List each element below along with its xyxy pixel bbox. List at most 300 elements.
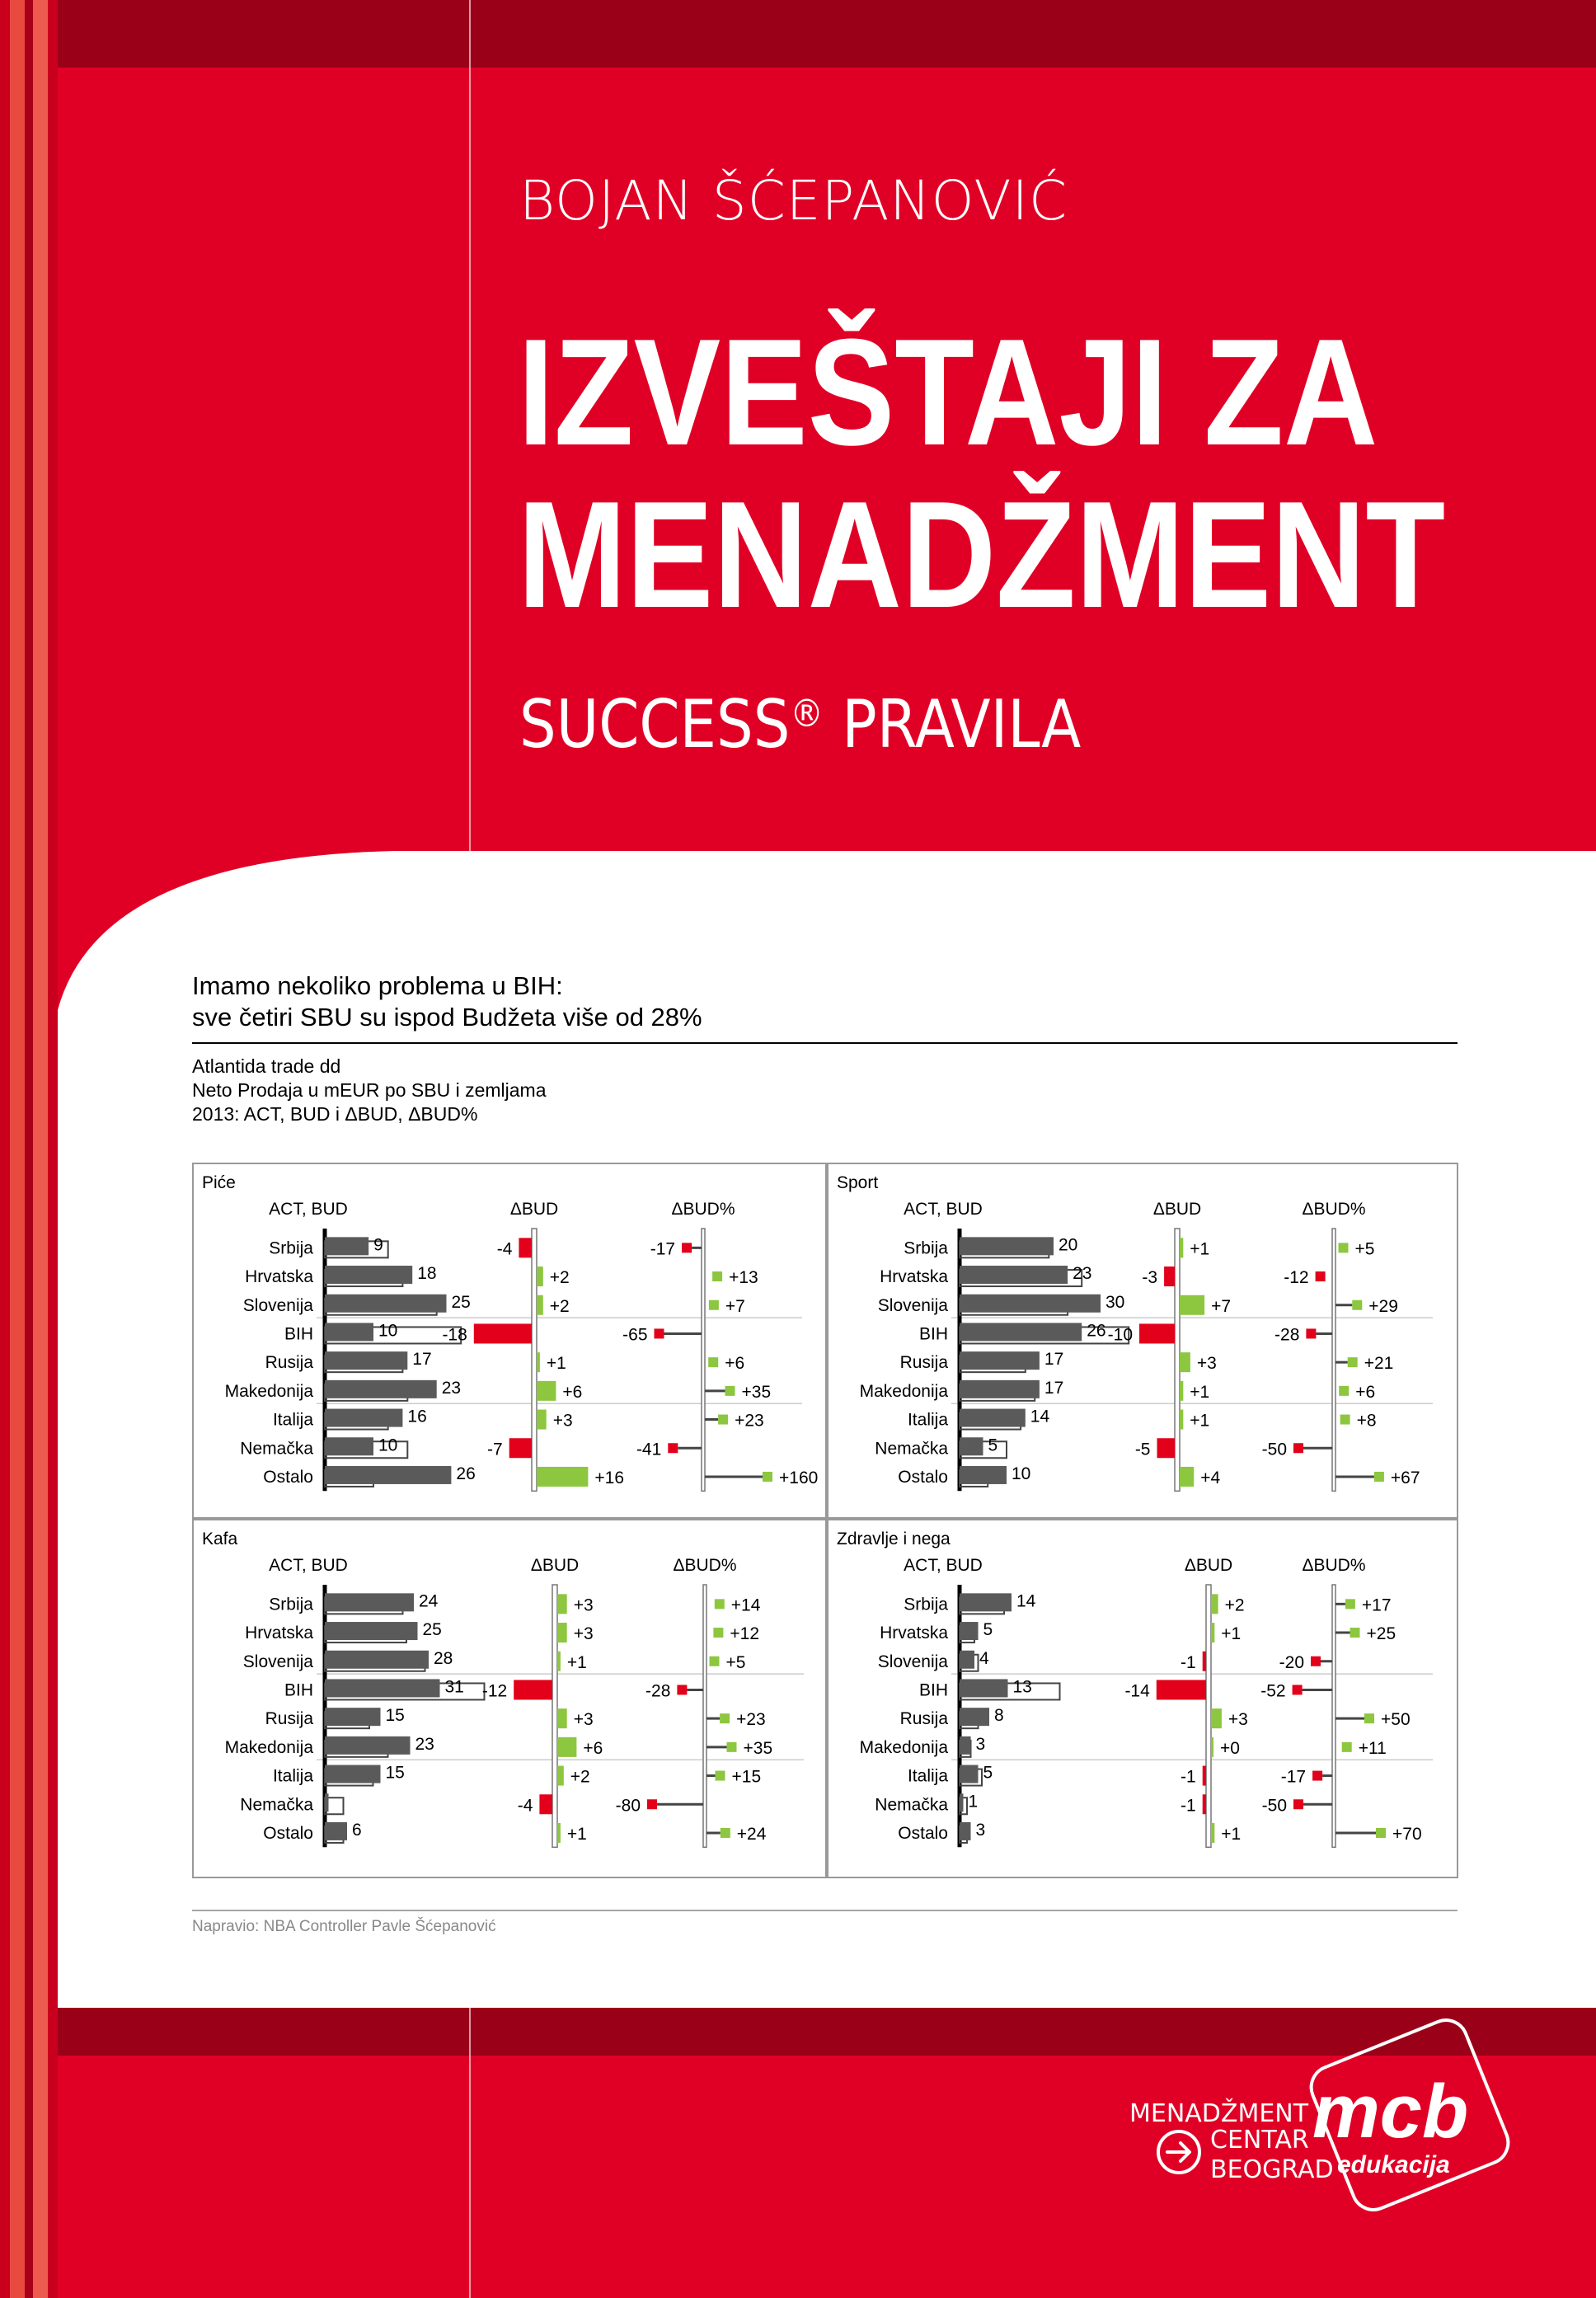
act-bar-slovenija (325, 1651, 429, 1669)
delta-bud-pct-head-bih (677, 1685, 687, 1694)
act-bar-hrvatska (325, 1266, 412, 1284)
delta-bud-pct-value-ostalo: +24 (736, 1824, 767, 1844)
delta-bud-value-italija: +1 (1190, 1411, 1210, 1431)
registered-mark: ® (790, 691, 824, 735)
act-value-makedonija: 23 (415, 1734, 434, 1754)
delta-bud-bar-hrvatska (1164, 1266, 1175, 1286)
delta-bud-bar-bih (514, 1680, 552, 1699)
delta-bud-pct-head-slovenija (710, 1657, 720, 1666)
delta-bud-value-hrvatska: -3 (1142, 1268, 1158, 1288)
category-label-ostalo: Ostalo (263, 1467, 313, 1487)
delta-bud-pct-value-hrvatska: -12 (1284, 1268, 1309, 1288)
act-bar-nemacka (325, 1437, 373, 1455)
delta-bud-bar-hrvatska (537, 1266, 543, 1286)
delta-bud-value-srbija: +3 (573, 1595, 594, 1615)
delta-bud-bar-rusija (1180, 1352, 1190, 1372)
delta-bud-pct-head-srbija (1339, 1243, 1349, 1252)
category-label-bih: BIH (284, 1680, 313, 1700)
delta-bud-pct-head-nemacka (647, 1799, 657, 1809)
category-label-rusija: Rusija (265, 1353, 313, 1373)
delta-bud-pct-head-slovenija (1352, 1300, 1362, 1310)
act-value-slovenija: 28 (434, 1648, 453, 1668)
delta-bud-value-rusija: +3 (1196, 1354, 1217, 1374)
delta-bud-pct-value-slovenija: +5 (725, 1652, 746, 1672)
delta-bud-value-makedonija: +0 (1220, 1738, 1240, 1758)
act-bar-nemacka (325, 1793, 329, 1812)
delta-bud-pct-head-hrvatska (712, 1271, 722, 1281)
act-value-makedonija: 17 (1044, 1378, 1064, 1398)
delta-bud-pct-value-rusija: +6 (725, 1354, 745, 1374)
act-value-bih: 31 (444, 1677, 464, 1697)
delta-bud-axis (552, 1585, 557, 1847)
act-bar-makedonija (325, 1380, 437, 1398)
delta-bud-pct-value-srbija: +14 (730, 1595, 761, 1615)
category-label-bih: BIH (918, 1324, 948, 1344)
delta-bud-value-bih: -18 (442, 1325, 467, 1345)
act-bar-srbija (960, 1593, 1012, 1611)
category-label-bih: BIH (918, 1680, 948, 1700)
act-value-srbija: 20 (1059, 1235, 1078, 1255)
act-bar-nemacka (960, 1437, 983, 1455)
delta-bud-value-hrvatska: +3 (573, 1624, 594, 1644)
category-label-nemacka: Nemačka (875, 1795, 948, 1815)
delta-bud-bar-slovenija (1203, 1652, 1206, 1671)
left-stripe-light-2 (33, 0, 48, 2298)
act-bar-bih (960, 1679, 1008, 1697)
delta-bud-bar-italija (1203, 1766, 1206, 1786)
chart-panel-sport (827, 1163, 1458, 1519)
column-label-delta-bud-pct: ΔBUD% (671, 1200, 735, 1219)
category-label-slovenija: Slovenija (242, 1652, 313, 1671)
delta-bud-pct-value-srbija: +17 (1361, 1595, 1392, 1615)
delta-bud-value-srbija: -4 (496, 1239, 513, 1259)
delta-bud-value-ostalo: +16 (594, 1468, 625, 1487)
delta-bud-pct-value-makedonija: +6 (1355, 1382, 1376, 1402)
delta-bud-value-nemacka: -4 (517, 1796, 533, 1816)
act-bar-ostalo (960, 1822, 971, 1840)
left-stripe-light (10, 0, 25, 2298)
column-label-act: ACT, BUD (269, 1200, 348, 1219)
delta-bud-pct-value-italija: -17 (1280, 1767, 1307, 1787)
act-value-ostalo: 10 (1012, 1464, 1031, 1483)
act-value-hrvatska: 23 (1073, 1264, 1092, 1284)
act-value-ostalo: 6 (352, 1820, 362, 1840)
column-label-delta-bud-pct: ΔBUD% (1302, 1200, 1366, 1219)
category-label-ostalo: Ostalo (263, 1823, 313, 1843)
act-value-srbija: 24 (419, 1591, 439, 1611)
delta-bud-value-bih: -12 (481, 1681, 508, 1701)
delta-bud-pct-value-hrvatska: +25 (1366, 1624, 1396, 1644)
delta-bud-bar-nemacka (1157, 1438, 1176, 1458)
act-value-bih: 13 (1012, 1677, 1032, 1697)
column-label-delta-bud-pct: ΔBUD% (673, 1556, 737, 1575)
act-bar-bih (325, 1323, 373, 1341)
delta-bud-bar-italija (1180, 1410, 1183, 1430)
delta-bud-bar-rusija (537, 1352, 540, 1372)
delta-bud-pct-head-italija (1340, 1415, 1350, 1425)
delta-bud-value-slovenija: +1 (566, 1652, 587, 1672)
act-value-srbija: 14 (1016, 1591, 1036, 1611)
category-label-nemacka: Nemačka (240, 1439, 313, 1459)
act-bar-slovenija (960, 1295, 1101, 1313)
delta-bud-pct-head-italija (1312, 1771, 1322, 1781)
delta-bud-pct-value-bih: -52 (1260, 1681, 1286, 1701)
delta-bud-pct-head-rusija (1364, 1713, 1374, 1723)
subtitle-rest: PRAVILA (823, 686, 1082, 763)
act-value-hrvatska: 25 (422, 1620, 442, 1640)
arrow-right-icon (1167, 2143, 1190, 2161)
act-bar-slovenija (325, 1295, 447, 1313)
delta-bud-value-rusija: +3 (573, 1710, 594, 1730)
delta-bud-bar-nemacka (539, 1794, 552, 1814)
delta-bud-bar-srbija (519, 1238, 532, 1257)
act-bar-srbija (325, 1237, 368, 1255)
delta-bud-axis (1206, 1585, 1211, 1847)
delta-bud-pct-head-nemacka (668, 1443, 678, 1453)
column-label-act: ACT, BUD (904, 1200, 983, 1219)
column-label-delta-bud: ΔBUD (530, 1556, 580, 1575)
act-bar-rusija (960, 1351, 1040, 1370)
delta-bud-pct-head-srbija (1345, 1599, 1355, 1609)
category-label-italija: Italija (907, 1410, 948, 1430)
publisher-line2: CENTAR (1210, 2126, 1309, 2155)
category-label-srbija: Srbija (269, 1238, 313, 1258)
delta-bud-value-italija: +2 (570, 1767, 590, 1787)
act-value-slovenija: 25 (451, 1292, 471, 1312)
category-label-rusija: Rusija (265, 1709, 313, 1729)
delta-bud-value-bih: -14 (1124, 1681, 1150, 1701)
delta-bud-value-makedonija: +6 (583, 1738, 603, 1758)
panel-title: Piće (202, 1173, 236, 1192)
act-bar-rusija (325, 1708, 381, 1726)
delta-bud-value-italija: -1 (1181, 1767, 1196, 1787)
act-value-italija: 5 (983, 1763, 993, 1783)
delta-bud-value-ostalo: +1 (1221, 1824, 1242, 1844)
category-label-makedonija: Makedonija (224, 1737, 313, 1757)
column-label-act: ACT, BUD (269, 1556, 348, 1575)
act-value-italija: 14 (1030, 1407, 1050, 1426)
delta-bud-bar-srbija (557, 1594, 567, 1614)
column-label-delta-bud: ΔBUD (1152, 1200, 1202, 1219)
act-value-makedonija: 3 (975, 1734, 986, 1754)
delta-bud-pct-head-hrvatska (713, 1628, 723, 1638)
delta-bud-bar-srbija (1211, 1594, 1218, 1614)
act-bar-italija (960, 1765, 979, 1783)
delta-bud-pct-value-nemacka: -80 (615, 1796, 641, 1816)
delta-bud-value-rusija: +3 (1228, 1710, 1248, 1730)
act-value-italija: 15 (385, 1763, 405, 1783)
act-value-srbija: 9 (373, 1235, 383, 1255)
delta-bud-pct-head-nemacka (1293, 1799, 1303, 1809)
act-bar-srbija (325, 1593, 414, 1611)
delta-bud-pct-head-makedonija (725, 1386, 735, 1396)
act-bar-hrvatska (960, 1266, 1068, 1284)
report-message-line1: Imamo nekoliko problema u BIH: (192, 971, 563, 1000)
delta-bud-bar-rusija (1211, 1708, 1222, 1728)
delta-bud-bar-ostalo (557, 1823, 561, 1843)
report-footnote: Napravio: NBA Controller Pavle Šćepanović (192, 1918, 496, 1935)
act-bar-italija (325, 1409, 402, 1427)
act-bar-italija (325, 1765, 381, 1783)
report-company: Atlantida trade dd (192, 1055, 341, 1077)
category-label-hrvatska: Hrvatska (880, 1267, 948, 1287)
delta-bud-value-slovenija: +7 (1211, 1296, 1232, 1316)
delta-bud-bar-rusija (557, 1708, 567, 1728)
delta-bud-pct-head-bih (1293, 1685, 1303, 1694)
delta-bud-pct-head-makedonija (1339, 1386, 1349, 1396)
delta-bud-pct-value-italija: +23 (735, 1411, 764, 1431)
category-label-hrvatska: Hrvatska (245, 1267, 313, 1287)
delta-bud-pct-value-srbija: -17 (650, 1239, 676, 1259)
delta-bud-value-slovenija: +2 (549, 1296, 570, 1316)
act-bar-makedonija (325, 1736, 411, 1755)
delta-bud-pct-value-slovenija: +29 (1368, 1296, 1398, 1316)
delta-bud-pct-value-italija: +15 (731, 1767, 762, 1787)
act-value-hrvatska: 5 (983, 1620, 993, 1640)
subtitle-main: SUCCESS (519, 686, 791, 763)
publisher-line1: MENADŽMENT (1129, 2099, 1309, 2128)
delta-bud-bar-bih (1157, 1680, 1206, 1699)
report-period: 2013: ACT, BUD i ΔBUD, ΔBUD% (192, 1103, 478, 1125)
mcb-wordmark: mcb (1312, 2070, 1469, 2154)
panel-title: Zdravlje i nega (837, 1530, 951, 1548)
delta-bud-pct-head-rusija (720, 1713, 730, 1723)
act-value-italija: 16 (407, 1407, 427, 1426)
category-label-srbija: Srbija (904, 1595, 948, 1614)
act-bar-ostalo (325, 1466, 451, 1484)
delta-bud-pct-value-rusija: +21 (1364, 1354, 1394, 1374)
act-bar-nemacka (960, 1793, 964, 1812)
report-message-line2: sve četiri SBU su ispod Budžeta više od 28% (192, 1003, 702, 1032)
delta-bud-value-hrvatska: +1 (1221, 1624, 1242, 1644)
act-value-bih: 26 (1087, 1321, 1106, 1341)
delta-bud-pct-head-italija (718, 1415, 728, 1425)
book-subtitle (519, 686, 1081, 763)
delta-bud-pct-axis (1332, 1585, 1335, 1847)
delta-bud-pct-value-makedonija: +11 (1358, 1738, 1387, 1758)
category-label-hrvatska: Hrvatska (880, 1624, 948, 1643)
act-value-rusija: 8 (994, 1706, 1004, 1726)
delta-bud-value-ostalo: +4 (1200, 1468, 1221, 1487)
category-label-bih: BIH (284, 1324, 313, 1344)
column-label-delta-bud: ΔBUD (509, 1200, 559, 1219)
category-label-slovenija: Slovenija (877, 1652, 948, 1671)
category-label-slovenija: Slovenija (242, 1295, 313, 1315)
act-value-ostalo: 26 (456, 1464, 476, 1483)
act-value-nemacka: 10 (378, 1436, 398, 1455)
column-label-delta-bud-pct: ΔBUD% (1302, 1556, 1366, 1575)
category-label-makedonija: Makedonija (859, 1737, 948, 1757)
act-bar-rusija (325, 1351, 407, 1370)
delta-bud-pct-value-slovenija: -20 (1279, 1652, 1304, 1672)
act-bar-makedonija (960, 1380, 1040, 1398)
delta-bud-pct-value-rusija: +23 (736, 1710, 766, 1730)
delta-bud-pct-head-ostalo (721, 1828, 730, 1838)
delta-bud-pct-head-srbija (715, 1599, 725, 1609)
act-value-hrvatska: 18 (417, 1264, 437, 1284)
book-title-line2: MENADŽMENT (518, 469, 1446, 639)
delta-bud-pct-value-italija: +8 (1356, 1411, 1377, 1431)
delta-bud-bar-srbija (1180, 1238, 1183, 1257)
act-bar-bih (960, 1323, 1082, 1341)
delta-bud-value-nemacka: -5 (1134, 1440, 1151, 1459)
delta-bud-pct-head-bih (655, 1328, 664, 1338)
delta-bud-pct-value-slovenija: +7 (725, 1296, 745, 1316)
act-value-nemacka: 1 (968, 1792, 979, 1812)
left-stripe-mid (48, 0, 58, 2298)
act-value-ostalo: 3 (975, 1820, 986, 1840)
delta-bud-bar-makedonija (1180, 1381, 1183, 1401)
delta-bud-pct-value-nemacka: -50 (1261, 1796, 1287, 1816)
act-bar-makedonija (960, 1736, 971, 1755)
act-value-bih: 10 (378, 1321, 398, 1341)
delta-bud-pct-head-hrvatska (1316, 1271, 1326, 1281)
delta-bud-pct-value-makedonija: +35 (743, 1738, 773, 1758)
delta-bud-value-srbija: +1 (1190, 1239, 1210, 1259)
report-measure: Neto Prodaja u mEUR po SBU i zemljama (192, 1079, 547, 1101)
left-stripe-dark (0, 0, 10, 2298)
delta-bud-pct-head-rusija (1348, 1357, 1358, 1367)
chart-panel-pice (192, 1163, 827, 1519)
publisher-logo (1121, 2020, 1500, 2226)
delta-bud-bar-ostalo (1180, 1467, 1194, 1487)
act-bar-slovenija (960, 1651, 974, 1669)
act-value-rusija: 15 (385, 1706, 405, 1726)
delta-bud-axis (1175, 1229, 1180, 1491)
category-label-nemacka: Nemačka (240, 1795, 313, 1815)
author-name: BOJAN ŠĆEPANOVIĆ (519, 169, 1068, 233)
delta-bud-bar-slovenija (537, 1295, 543, 1315)
delta-bud-bar-slovenija (1180, 1295, 1204, 1315)
category-label-ostalo: Ostalo (898, 1823, 948, 1843)
act-value-rusija: 17 (1044, 1350, 1064, 1370)
delta-bud-value-rusija: +1 (546, 1354, 566, 1374)
delta-bud-pct-axis (702, 1229, 705, 1491)
delta-bud-pct-value-hrvatska: +12 (730, 1624, 760, 1644)
delta-bud-value-nemacka: -1 (1181, 1796, 1196, 1816)
delta-bud-pct-value-srbija: +5 (1354, 1239, 1375, 1259)
delta-bud-bar-nemacka (1203, 1794, 1206, 1814)
delta-bud-bar-nemacka (509, 1438, 532, 1458)
delta-bud-bar-italija (557, 1766, 564, 1786)
category-label-rusija: Rusija (899, 1709, 948, 1729)
delta-bud-bar-makedonija (537, 1381, 556, 1401)
delta-bud-pct-head-hrvatska (1350, 1628, 1360, 1638)
delta-bud-pct-head-srbija (682, 1243, 692, 1252)
delta-bud-value-slovenija: -1 (1181, 1652, 1196, 1672)
mcb-edukacija: edukacija (1337, 2151, 1450, 2178)
delta-bud-pct-value-makedonija: +35 (741, 1382, 772, 1402)
delta-bud-pct-head-nemacka (1293, 1443, 1303, 1453)
delta-bud-bar-slovenija (557, 1652, 561, 1671)
delta-bud-value-makedonija: +6 (562, 1382, 583, 1402)
category-label-srbija: Srbija (904, 1238, 948, 1258)
delta-bud-pct-head-ostalo (1374, 1472, 1384, 1482)
delta-bud-pct-head-makedonija (1342, 1742, 1352, 1752)
act-bar-srbija (960, 1237, 1054, 1255)
category-label-nemacka: Nemačka (875, 1439, 948, 1459)
delta-bud-bar-hrvatska (557, 1623, 567, 1642)
category-label-italija: Italija (272, 1410, 313, 1430)
delta-bud-value-makedonija: +1 (1190, 1382, 1210, 1402)
delta-bud-pct-head-rusija (708, 1357, 718, 1367)
delta-bud-bar-makedonija (557, 1737, 576, 1757)
act-bar-ostalo (960, 1466, 1007, 1484)
delta-bud-value-bih: -10 (1107, 1325, 1133, 1345)
category-label-makedonija: Makedonija (859, 1381, 948, 1401)
delta-bud-bar-ostalo (537, 1467, 588, 1487)
column-label-act: ACT, BUD (904, 1556, 983, 1575)
delta-bud-bar-makedonija (1211, 1737, 1213, 1757)
category-label-rusija: Rusija (899, 1353, 948, 1373)
delta-bud-bar-bih (474, 1323, 532, 1343)
delta-bud-value-srbija: +2 (1224, 1595, 1245, 1615)
delta-bud-pct-value-ostalo: +67 (1390, 1468, 1420, 1487)
category-label-hrvatska: Hrvatska (245, 1624, 313, 1643)
act-bar-hrvatska (960, 1622, 979, 1640)
act-value-slovenija: 30 (1105, 1292, 1125, 1312)
delta-bud-pct-value-hrvatska: +13 (729, 1268, 758, 1288)
category-label-srbija: Srbija (269, 1595, 313, 1614)
act-value-rusija: 17 (412, 1350, 432, 1370)
delta-bud-pct-value-ostalo: +70 (1392, 1824, 1422, 1844)
category-label-italija: Italija (272, 1766, 313, 1786)
delta-bud-pct-head-ostalo (763, 1472, 772, 1482)
delta-bud-pct-value-bih: -28 (645, 1681, 671, 1701)
chart-panel-zdravlje (827, 1519, 1458, 1878)
delta-bud-pct-head-makedonija (727, 1742, 737, 1752)
panel-title: Sport (837, 1173, 879, 1192)
act-value-slovenija: 4 (979, 1648, 989, 1668)
delta-bud-value-italija: +3 (552, 1411, 573, 1431)
panel-title: Kafa (202, 1530, 238, 1548)
delta-bud-value-ostalo: +1 (566, 1824, 587, 1844)
delta-bud-pct-value-nemacka: -50 (1261, 1440, 1287, 1459)
delta-bud-pct-axis (1332, 1229, 1335, 1491)
chart-panel-kafa (192, 1519, 827, 1878)
category-label-ostalo: Ostalo (898, 1467, 948, 1487)
delta-bud-axis (532, 1229, 537, 1491)
delta-bud-pct-value-nemacka: -41 (636, 1440, 662, 1459)
delta-bud-value-nemacka: -7 (487, 1440, 503, 1459)
category-label-slovenija: Slovenija (877, 1295, 948, 1315)
delta-bud-pct-head-slovenija (709, 1300, 719, 1310)
top-dark-band (0, 0, 1596, 68)
delta-bud-bar-italija (537, 1410, 547, 1430)
delta-bud-bar-hrvatska (1211, 1623, 1214, 1642)
category-label-makedonija: Makedonija (224, 1381, 313, 1401)
delta-bud-pct-head-italija (716, 1771, 725, 1781)
delta-bud-bar-bih (1139, 1323, 1175, 1343)
delta-bud-bar-ostalo (1211, 1823, 1214, 1843)
act-value-nemacka: 5 (988, 1436, 998, 1455)
delta-bud-value-hrvatska: +2 (549, 1268, 570, 1288)
delta-bud-pct-head-bih (1306, 1328, 1316, 1338)
left-stripe-dark-2 (25, 0, 33, 2298)
delta-bud-pct-head-ostalo (1376, 1828, 1386, 1838)
act-value-makedonija: 23 (441, 1378, 462, 1398)
delta-bud-pct-value-bih: -28 (1274, 1325, 1300, 1345)
delta-bud-pct-value-bih: -65 (622, 1325, 648, 1345)
delta-bud-pct-value-ostalo: +160 (779, 1468, 819, 1487)
act-bar-hrvatska (325, 1622, 418, 1640)
delta-bud-pct-axis (703, 1585, 706, 1847)
publisher-line3: BEOGRAD (1210, 2155, 1334, 2184)
category-label-italija: Italija (907, 1766, 948, 1786)
act-bar-ostalo (325, 1822, 347, 1840)
delta-bud-pct-head-slovenija (1311, 1657, 1321, 1666)
act-bar-rusija (960, 1708, 989, 1726)
